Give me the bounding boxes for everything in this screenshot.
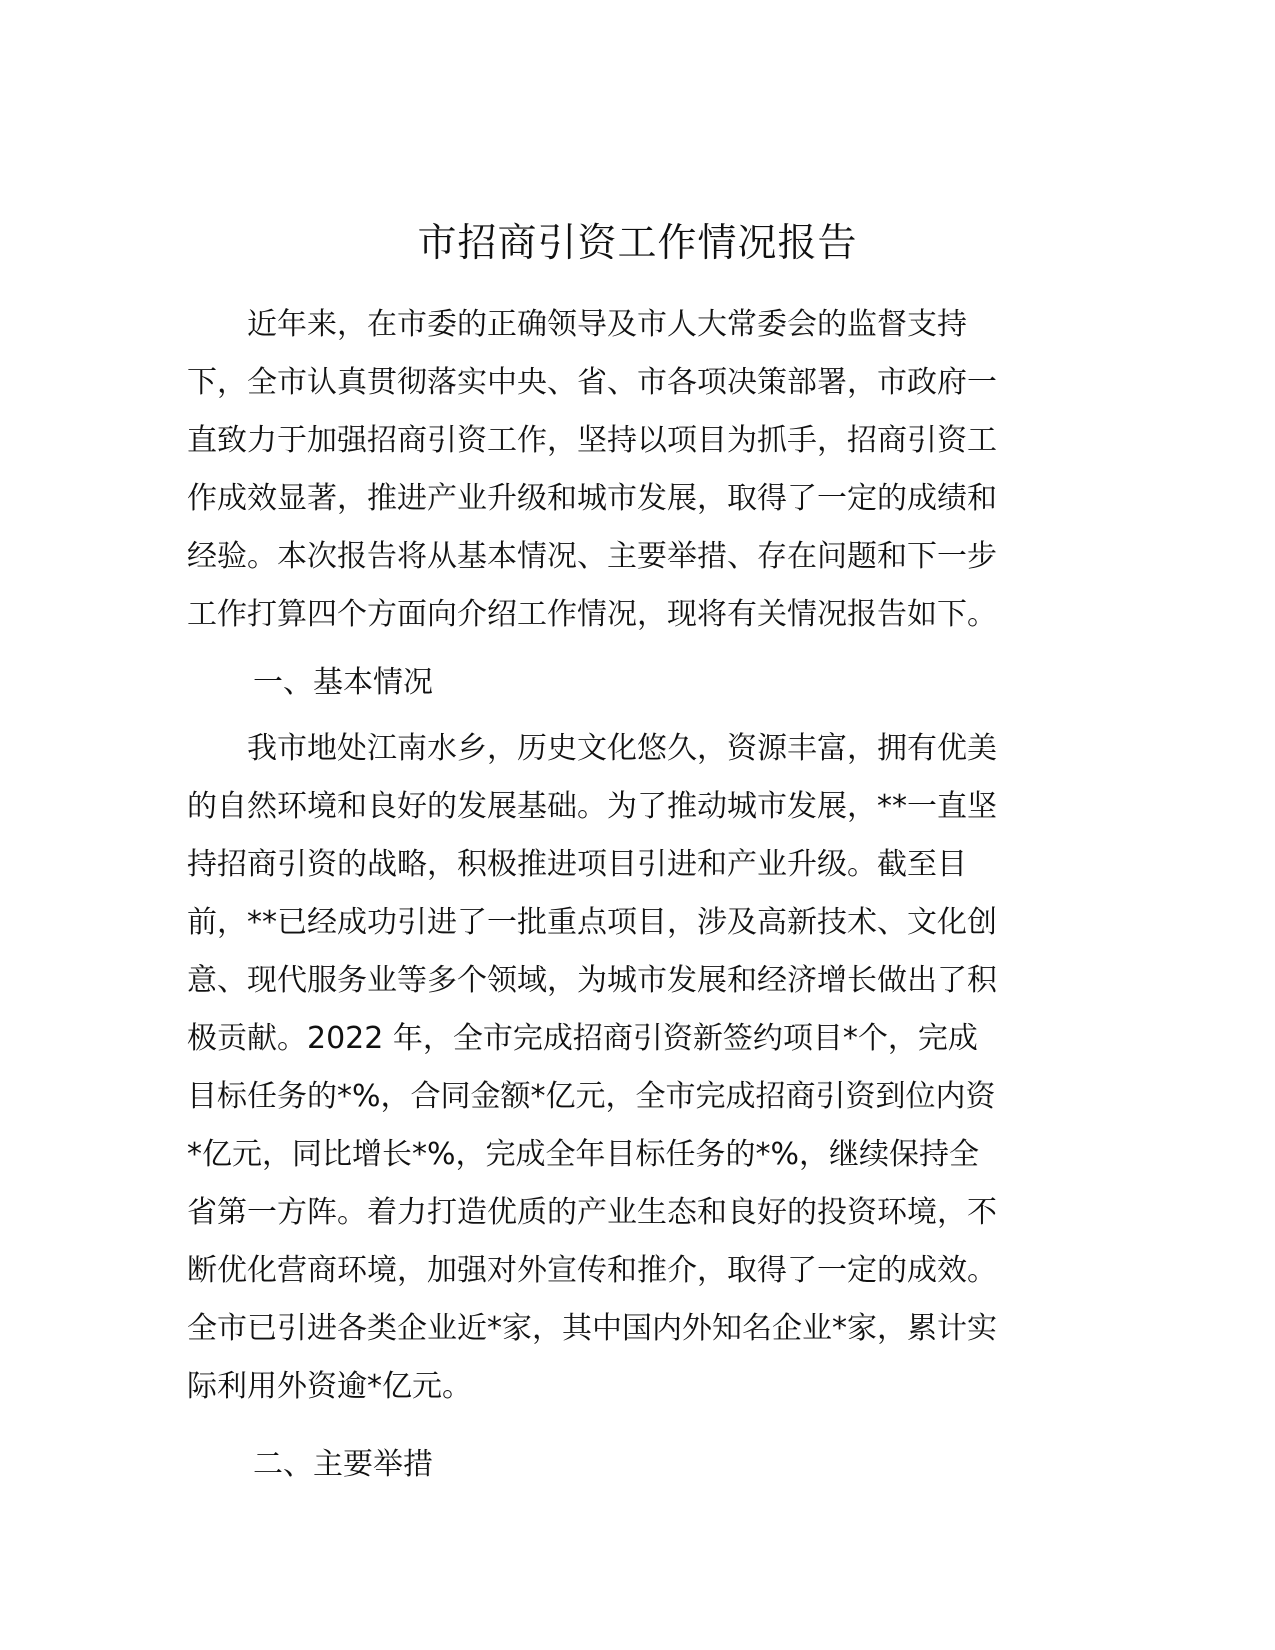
basic-line: 我市地处江南水乡，历史文化悠久，资源丰富，拥有优美 [247,731,997,766]
basic-line: 意、现代服务业等多个领域，为城市发展和经济增长做出了积 [187,963,997,998]
report-title: 市招商引资工作情况报告 [417,221,858,266]
basic-line: 省第一方阵。着力打造优质的产业生态和良好的投资环境，不 [187,1195,997,1230]
basic-line: 际利用外资逾*亿元。 [187,1369,472,1404]
intro-line: 直致力于加强招商引资工作，坚持以项目为抓手，招商引资工 [187,423,997,458]
report-body [187,296,1087,1494]
intro-paragraph [187,296,1087,644]
section-heading-basic: 一、基本情况 [253,665,433,700]
intro-line: 工作打算四个方面向介绍工作情况，现将有关情况报告如下。 [187,597,997,632]
section-heading-measures: 二、主要举措 [253,1447,433,1482]
basic-line: 前，**已经成功引进了一批重点项目，涉及高新技术、文化创 [187,905,997,940]
intro-line: 经验。本次报告将从基本情况、主要举措、存在问题和下一步 [187,539,997,574]
basic-line: *亿元，同比增长*%，完成全年目标任务的*%，继续保持全 [187,1137,980,1172]
basic-line: 极贡献。2022 年，全市完成招商引资新签约项目*个，完成 [187,1021,978,1056]
intro-line: 近年来，在市委的正确领导及市人大常委会的监督支持 [247,307,967,342]
basic-line: 持招商引资的战略，积极推进项目引进和产业升级。截至目 [187,847,967,882]
intro-line: 作成效显著，推进产业升级和城市发展，取得了一定的成绩和 [187,481,997,516]
basic-line: 的自然环境和良好的发展基础。为了推动城市发展，**一直坚 [187,789,997,824]
intro-line: 下，全市认真贯彻落实中央、省、市各项决策部署，市政府一 [187,365,997,400]
basic-line: 断优化营商环境，加强对外宣传和推介，取得了一定的成效。 [187,1253,997,1288]
basic-paragraph [187,720,1087,1416]
basic-line: 全市已引进各类企业近*家，其中国内外知名企业*家，累计实 [187,1311,997,1346]
basic-line: 目标任务的*%，合同金额*亿元，全市完成招商引资到位内资 [187,1079,996,1114]
